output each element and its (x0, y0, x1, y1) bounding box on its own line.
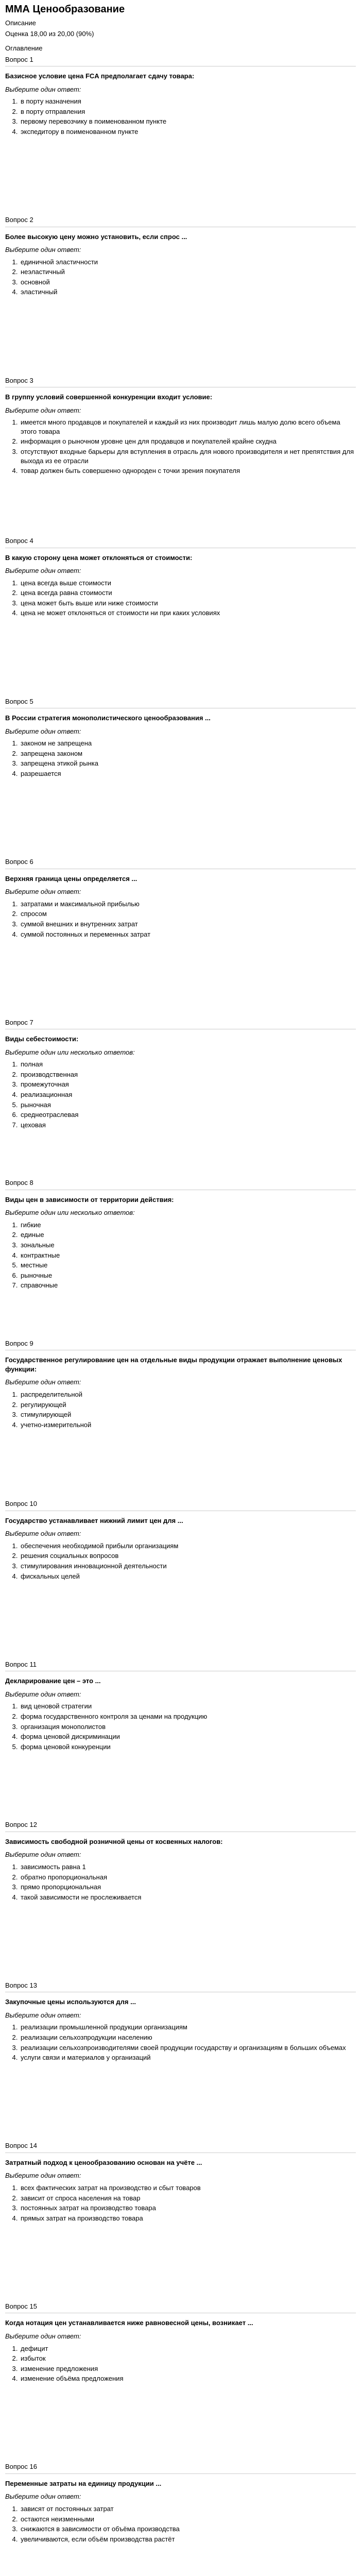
answer-instruction: Выберите один ответ: (5, 1851, 81, 1859)
answer-option: 3. реализации сельхозпроизводителями своей продукции государству и организациям в больших объемах (20, 2043, 356, 2053)
answer-option: 2. спросом (20, 909, 356, 919)
question-text: Виды цен в зависимости от территории действия: (5, 1195, 174, 1204)
answer-option: 2. в порту отправления (20, 107, 356, 116)
question-block (5, 1979, 356, 2140)
answer-option: 1. единичной эластичности (20, 258, 356, 267)
answer-instruction: Выберите один ответ: (5, 1530, 81, 1538)
question-block (5, 213, 356, 374)
answer-option: 3. суммой внешних и внутренних затрат (20, 920, 356, 929)
answer-instruction: Выберите один ответ: (5, 727, 81, 735)
question-divider (5, 2473, 356, 2474)
question-text: Виды себестоимости: (5, 1035, 79, 1043)
answer-option: 4. цена не может отклоняться от стоимости ни при каких условиях (20, 608, 356, 618)
answer-option: 4. фискальных целей (20, 1572, 356, 1581)
question-number: Вопрос 16 (5, 2463, 37, 2471)
answer-option: 1. зависимость равна 1 (20, 1862, 356, 1872)
question-block (5, 2460, 356, 2576)
answer-options (5, 2344, 356, 2383)
answer-instruction: Выберите один ответ: (5, 2011, 81, 2019)
question-block (5, 374, 356, 535)
answer-option: 3. основной (20, 278, 356, 287)
answer-instruction: Выберите один или несколько ответов: (5, 1209, 135, 1217)
answer-options (5, 2504, 356, 2544)
answer-option: 2. информация о рыночном уровне цен для продавцов и покупателей крайне скудна (20, 437, 356, 446)
answer-option: 1. реализации промышленной продукции организациям (20, 2023, 356, 2032)
answer-options (5, 739, 356, 778)
question-block (5, 1016, 356, 1177)
answer-option: 6. среднеотраслевая (20, 1110, 356, 1120)
question-block (5, 855, 356, 1016)
question-list (5, 53, 356, 2576)
question-block (5, 1337, 356, 1498)
answer-option: 3. изменение предложения (20, 2364, 356, 2374)
answer-option: 4. услуги связи и материалов у организаций (20, 2053, 356, 2062)
answer-option: 6. рыночные (20, 1271, 356, 1280)
question-block (5, 1818, 356, 1979)
answer-option: 4. эластичный (20, 287, 356, 297)
answer-option: 2. неэластичный (20, 267, 356, 277)
question-number: Вопрос 6 (5, 858, 33, 866)
answer-option: 3. промежуточная (20, 1080, 356, 1089)
question-text: Верхняя граница цены определяется ... (5, 874, 137, 883)
description-label: Описание (5, 19, 36, 27)
answer-option: 7. справочные (20, 1281, 356, 1290)
answer-option: 4. прямых затрат на производство товара (20, 2214, 356, 2223)
answer-option: 2. остаются неизменными (20, 2515, 356, 2524)
answer-option: 3. стимулирования инновационной деятельности (20, 1562, 356, 1571)
answer-option: 4. суммой постоянных и переменных затрат (20, 930, 356, 939)
answer-option: 1. вид ценовой стратегии (20, 1702, 356, 1711)
question-number: Вопрос 8 (5, 1179, 33, 1187)
answer-instruction: Выберите один ответ: (5, 246, 81, 254)
question-block (5, 1497, 356, 1658)
question-number: Вопрос 12 (5, 1821, 37, 1829)
score-line: Оценка 18,00 из 20,00 (90%) (5, 29, 94, 38)
question-number: Вопрос 1 (5, 55, 33, 63)
answer-instruction: Выберите один ответ: (5, 2493, 81, 2501)
answer-option: 5. рыночная (20, 1100, 356, 1110)
answer-option: 3. запрещена этикой рынка (20, 759, 356, 768)
answer-option: 3. зональные (20, 1241, 356, 1250)
question-number: Вопрос 14 (5, 2142, 37, 2150)
answer-option: 2. производственная (20, 1070, 356, 1079)
answer-options (5, 2183, 356, 2223)
answer-option: 1. обеспечения необходимой прибыли организациям (20, 1541, 356, 1551)
answer-option: 3. прямо пропорциональная (20, 1883, 356, 1892)
answer-option: 4. разрешается (20, 769, 356, 778)
answer-instruction: Выберите один или несколько ответов: (5, 1048, 135, 1056)
answer-options (5, 1060, 356, 1129)
answer-options (5, 418, 356, 475)
answer-option: 3. организация монополистов (20, 1722, 356, 1732)
answer-option: 4. контрактные (20, 1251, 356, 1260)
answer-option: 2. регулирующей (20, 1400, 356, 1410)
answer-options (5, 579, 356, 618)
answer-options (5, 258, 356, 297)
question-text: Когда нотация цен устанавливается ниже равновесной цены, возникает ... (5, 2319, 253, 2327)
question-number: Вопрос 5 (5, 697, 33, 705)
answer-option: 4. такой зависимости не прослеживается (20, 1893, 356, 1902)
answer-options (5, 1221, 356, 1290)
toc-label[interactable]: Оглавление (5, 44, 43, 53)
question-text: В группу условий совершенной конкуренции входит условие: (5, 393, 213, 401)
answer-option: 5. форма ценовой конкуренции (20, 1742, 356, 1752)
question-text: Затратный подход к ценообразованию основан на учёте ... (5, 2158, 202, 2166)
answer-instruction: Выберите один ответ: (5, 1378, 81, 1386)
question-number: Вопрос 13 (5, 1981, 37, 1989)
question-block (5, 1658, 356, 1819)
question-number: Вопрос 4 (5, 537, 33, 545)
answer-option: 4. увеличиваются, если объём производства растёт (20, 2535, 356, 2544)
answer-options (5, 1541, 356, 1581)
answer-option: 3. отсутствуют входные барьеры для вступления в отрасль для нового производителя и нет препятствия для выхода из ее отрасли (20, 447, 356, 465)
answer-option: 4. реализационная (20, 1090, 356, 1099)
question-text: Государство устанавливает нижний лимит цен для ... (5, 1516, 183, 1524)
answer-instruction: Выберите один ответ: (5, 2332, 81, 2340)
answer-option: 4. учетно-измерительной (20, 1420, 356, 1430)
page-title: ММА Ценообразование (5, 4, 125, 15)
answer-option: 3. стимулирующей (20, 1410, 356, 1419)
question-number: Вопрос 11 (5, 1660, 37, 1668)
answer-option: 1. гибкие (20, 1221, 356, 1230)
answer-option: 3. снижаются в зависимости от объёма производства (20, 2524, 356, 2534)
answer-option: 4. форма ценовой дискриминации (20, 1732, 356, 1741)
question-block (5, 1176, 356, 1337)
answer-option: 2. запрещена законом (20, 749, 356, 758)
question-block (5, 695, 356, 856)
answer-option: 1. распределительной (20, 1390, 356, 1399)
answer-options (5, 1862, 356, 1902)
answer-option: 4. экспедитору в поименованном пункте (20, 127, 356, 137)
answer-instruction: Выберите один ответ: (5, 888, 81, 896)
answer-instruction: Выберите один ответ: (5, 567, 81, 575)
answer-option: 3. первому перевозчику в поименованном пункте (20, 117, 356, 126)
question-text: Закупочные цены используются для ... (5, 1998, 136, 2006)
answer-option: 7. цеховая (20, 1121, 356, 1130)
answer-option: 1. зависят от постоянных затрат (20, 2504, 356, 2514)
question-block (5, 53, 356, 214)
answer-option: 1. в порту назначения (20, 97, 356, 106)
answer-instruction: Выберите один ответ: (5, 2172, 81, 2180)
answer-option: 2. форма государственного контроля за ценами на продукцию (20, 1712, 356, 1721)
question-text: Декларирование цен – это ... (5, 1677, 101, 1685)
answer-option: 2. решения социальных вопросов (20, 1551, 356, 1561)
question-text: В какую сторону цена может отклоняться от стоимости: (5, 553, 193, 562)
question-text: Государственное регулирование цен на отдельные виды продукции отражает выполнение ценовых функции: (5, 1356, 342, 1373)
question-number: Вопрос 10 (5, 1500, 37, 1508)
answer-options (5, 1390, 356, 1429)
question-number: Вопрос 15 (5, 2302, 37, 2310)
question-number: Вопрос 9 (5, 1339, 33, 1347)
answer-option: 1. цена всегда выше стоимости (20, 579, 356, 588)
answer-option: 2. цена всегда равна стоимости (20, 588, 356, 598)
answer-option: 2. обратно пропорциональная (20, 1873, 356, 1882)
answer-instruction: Выберите один ответ: (5, 85, 81, 93)
question-text: Более высокую цену можно установить, если спрос ... (5, 232, 187, 241)
answer-option: 3. постоянных затрат на производство товара (20, 2204, 356, 2213)
question-text: Базисное условие цена FCA предполагает сдачу товара: (5, 72, 195, 80)
question-number: Вопрос 7 (5, 1018, 33, 1026)
answer-option: 1. дефицит (20, 2344, 356, 2353)
answer-option: 2. реализации сельхозпродукции населению (20, 2033, 356, 2042)
question-text: Переменные затраты на единицу продукции ... (5, 2479, 162, 2487)
answer-option: 1. затратами и максимальной прибылью (20, 900, 356, 909)
question-block (5, 534, 356, 695)
answer-instruction: Выберите один ответ: (5, 1690, 81, 1698)
answer-option: 1. имеется много продавцов и покупателей и каждый из них производит лишь малую долю всего объема этого товара (20, 418, 356, 436)
answer-option: 1. всех фактических затрат на производство и сбыт товаров (20, 2183, 356, 2193)
question-text: В России стратегия монополистического ценообразования ... (5, 714, 211, 722)
answer-option: 2. зависит от спроса населения на товар (20, 2194, 356, 2203)
question-number: Вопрос 3 (5, 376, 33, 384)
answer-option: 1. законом не запрещена (20, 739, 356, 748)
answer-option: 2. единые (20, 1230, 356, 1240)
question-block (5, 2139, 356, 2300)
answer-options (5, 900, 356, 939)
answer-option: 4. изменение объёма предложения (20, 2374, 356, 2383)
answer-option: 5. местные (20, 1261, 356, 1270)
answer-option: 4. товар должен быть совершенно однороден с точки зрения покупателя (20, 466, 356, 476)
answer-option: 2. избыток (20, 2354, 356, 2363)
answer-options (5, 1702, 356, 1751)
answer-instruction: Выберите один ответ: (5, 406, 81, 414)
question-block (5, 2300, 356, 2461)
answer-options (5, 2023, 356, 2062)
question-text: Зависимость свободной розничной цены от косвенных налогов: (5, 1837, 223, 1845)
answer-option: 3. цена может быть выше или ниже стоимости (20, 599, 356, 608)
question-number: Вопрос 2 (5, 216, 33, 224)
answer-option: 1. полная (20, 1060, 356, 1069)
answer-options (5, 97, 356, 136)
